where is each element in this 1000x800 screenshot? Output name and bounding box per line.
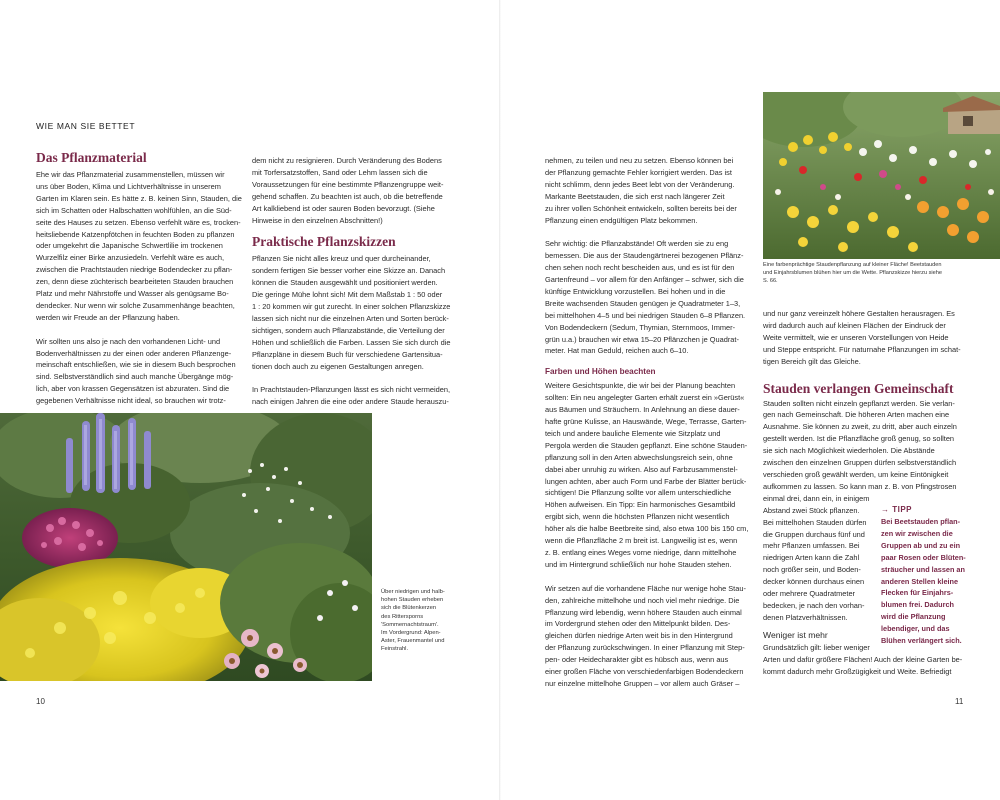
text-line: zwischen den einzelnen Gruppen dürfen selbstverständlich [763, 458, 957, 468]
text-line: Pflanzen Sie nicht alles kreuz und quer durcheinander, [252, 254, 431, 264]
text-line: Arten und dafür größere Flächen! Auch der kleine Garten be- [763, 654, 963, 664]
text-line: Ehe wir das Pflanzmaterial zusammenstellen, müssen wir [36, 170, 225, 179]
text-line: seite des Hauses zu setzen. Ebenso verfehlt wäre es, trocken- [36, 217, 241, 227]
text-line: teich und andere bauliche Elemente wie Sitzplatz und [545, 428, 721, 438]
text-line: meinschaft entschließen, wie sie in diesem Buch besprochen [36, 360, 236, 370]
garden-photo-right [763, 92, 1000, 259]
text-line: Pflanzpläne in diesem Buch für verschiedene Gartensitua- [252, 349, 443, 359]
caption-line: des Rittersporns [381, 613, 424, 620]
text-line: nehmen, zu teilen und neu zu setzen. Ebenso können bei [545, 156, 734, 165]
caption-right-photo [763, 262, 1000, 285]
text-line: aus Bäumen und Sträuchern. In Anlehnung an diese dauer- [545, 405, 740, 415]
text-line: lungen achten, aber auch Form und Farbe der Blätter berück- [545, 476, 747, 486]
text-line: decker können durchaus einen [763, 577, 865, 587]
text-line: zu ihrer vollen Schönheit entwickeln, sollten bereits bei der [545, 203, 737, 213]
text-line: den, zahlreiche mittelhohe und noch viel mehr niedrige. Die [545, 595, 740, 605]
text-line: dabei aber unruhig zu wirken. Also auf Farbzusammenstel- [545, 464, 738, 474]
caption-line: Aster, Frauenmantel und [381, 638, 445, 645]
heading-pflanzmaterial: Das Pflanzmaterial [36, 150, 147, 165]
text-line: Sehr wichtig: die Pflanzabstände! Oft werden sie zu eng [545, 239, 729, 249]
text-line: lebendiger, und das [881, 624, 950, 634]
text-line: grün u.a.) brauchen wir etwa 15–20 Pflänzchen je Quadrat- [545, 334, 739, 344]
text-line: Gartenfreund – vor allem für den Anfänger – schwer, sich die [545, 275, 744, 285]
text-line: wird dadurch auch auf kleinen Flächen der Eindruck der [763, 320, 946, 330]
caption-line: Feinstrahl. [381, 646, 409, 653]
text-line: sichtigen! Die Pflanzung sollte vor allem unterschiedliche [545, 488, 732, 498]
text-line: Voraussetzungen für eine bestimmte Pflanzengruppe weit- [252, 179, 444, 189]
col3-paragraph-1 [545, 155, 755, 226]
column-2 [252, 155, 472, 408]
text-line: mehr Pflanzen umfassen. Bei [763, 541, 860, 551]
caption-line: Eine farbenprächtige Staudenpflanzung auf kleiner Fläche! Beetstauden [763, 262, 942, 268]
text-line: künftige Entwicklung vorzustellen. Bei hohen und in die [545, 286, 726, 296]
text-line: Bodenverhältnissen zu der einen oder anderen Pflanzenge- [36, 348, 232, 358]
text-line: Bei Beetstauden pflan- [881, 517, 961, 526]
text-line: wird die Pflanzung [881, 612, 946, 622]
tip-text [881, 516, 993, 647]
text-line: zen, denn diese züchterisch bearbeiteten Stauden brauchen [36, 277, 234, 287]
text-line: höher als die halbe Beetbreite sind, also etwa 100 bis 150 cm, [545, 524, 749, 534]
text-line: Von Bodendeckern (Sedum, Thymian, Sternmoos, Immer- [545, 322, 736, 332]
text-line: sichtigen, sondern auch Pflanzabstände, die Verteilung der [252, 325, 445, 335]
subheading-weniger-ist-mehr: Weniger ist mehr [763, 629, 828, 640]
text-line: Breite wachsenden Stauden genügen je Quadratmeter 1–3, [545, 298, 741, 308]
text-line: Flecken für Einjahrs- [881, 588, 954, 598]
text-line: ergibt sich, wenn die höchsten Pflanzen nicht wesentlich [545, 512, 730, 522]
text-line: Pflanzung einen endgültigen Platz bekommen. [545, 215, 698, 225]
running-header: WIE MAN SIE BETTET [36, 121, 136, 131]
col3-paragraph-2 [545, 238, 755, 357]
text-line: Markante Beetstauden, die sich erst nach längerer Zeit [545, 191, 725, 201]
text-line: Pflanzung wird lebendig, wenn höhere Stauden auch einmal [545, 607, 742, 617]
text-line: gestellt werden. Ist die Pflanzfläche groß genug, so sollten [763, 434, 955, 444]
text-line: Gruppen ab und zu ein [881, 540, 961, 550]
text-line: oder umgekehrt die Japanische Schwertlilie im trockenen [36, 241, 223, 251]
text-line: Höhen und schließlich die Farben. Lassen Sie sich durch die [252, 337, 451, 347]
text-line: Wir sollten uns also je nach den vorhandenen Licht- und [36, 336, 221, 346]
col2-paragraph-2 [252, 253, 472, 372]
text-line: dendecker. Nur wenn wir solche Zusammenhänge beachten, [36, 300, 235, 310]
text-line: hafte grüne Kulisse, an Hauswände, Wege, Terrasse, Garten- [545, 417, 747, 427]
col4-paragraph-1 [763, 308, 995, 368]
heading-pflanzskizzen: Praktische Pflanzskizzen [252, 234, 396, 250]
text-line: dem nicht zu resignieren. Durch Veränderung des Bodens [252, 156, 442, 165]
col4-paragraph-2 [763, 398, 995, 505]
tip-label: → TIPP [881, 505, 913, 514]
caption-line: S. 66. [763, 277, 778, 284]
text-line: Hinweise in den einzelnen Abschnitten!) [252, 215, 383, 225]
text-line: oder mehrere Quadratmeter [763, 589, 856, 599]
text-line: werden wir Freude an der Pflanzung haben. [36, 312, 180, 322]
text-line: bei mittelhohen 4–5 und bei niedrigen Stauden 6–8 Pflanzen. [545, 310, 746, 320]
text-line: der Pflanzung gemachte Fehler korrigiert werden. Das ist [545, 167, 732, 177]
text-line: Platz und mehr Nährstoffe und Wasser als genügsame Bo- [36, 289, 229, 299]
text-line: blumen frei. Dadurch [881, 600, 954, 610]
photo-rittersporn-bed [0, 413, 372, 681]
text-line: der Pflanzung zurückschwingen. In einer Pflanzung mit Step- [545, 643, 745, 653]
col4-paragraph-3 [763, 642, 995, 678]
caption-line: sich die Blütenkerzen [381, 605, 437, 612]
caption-line: hohen Stauden erheben [381, 597, 444, 604]
text-line: nicht schlimm, denn jedes Beet lebt von der Veränderung. [545, 179, 735, 189]
text-line: Wir setzen auf die vorhandene Fläche nur wenige hohe Stau- [545, 583, 746, 593]
garden-photo-left [0, 413, 372, 681]
text-line: Stauden sollten nicht einzeln gepflanzt werden. Sie verlan- [763, 398, 955, 408]
text-line: zwischen die Prachtstauden niedrige Bodendecker zu pflan- [36, 265, 233, 275]
caption-line: Über niedrigen und halb- [381, 589, 445, 595]
text-line: nach einigen Jahren die eine oder andere Staude herauszu- [252, 397, 449, 407]
text-line: gegebenen Verhältnisse nicht ideal, so brauchen wir trotz- [36, 396, 226, 406]
text-line: pflanzung soll in den Arten abwechslungsreich sein, ohne [545, 452, 733, 462]
col3-paragraph-3 [545, 380, 755, 571]
text-line: uns über Boden, Klima und Lichtverhältnisse in unserem [36, 181, 221, 191]
caption-line: Im Vordergrund: Alpen- [381, 630, 441, 637]
text-line: wenn die Pflanzfläche 2 m breit ist. Langweilig ist es, wenn [545, 536, 738, 546]
text-line: Weite vermittelt, wie er unseren Vorstellungen von Heide [763, 332, 949, 342]
text-line: und im Hintergrund schließlich nur hohe Stauden stehen. [545, 559, 732, 569]
text-line: einer großen Fläche von verschiedenfarbigen Bodendeckern [545, 667, 744, 677]
text-line: bedecken, je nach den vorhan- [763, 600, 865, 610]
text-line: gen nach Gemeinschaft. Die höheren Arten machen eine [763, 410, 950, 420]
text-line: niedrigen Arten kann die Zahl [763, 553, 860, 563]
text-line: Pergola werden die Stauden gepflanzt. Eine schöne Stauden- [545, 440, 748, 450]
text-line: gehend schaffen. Zu beachten ist auch, ob die betreffende [252, 191, 443, 201]
text-line: Weitere Gesichtspunkte, die wir bei der Planung beachten [545, 381, 736, 391]
text-line: Ausnahme. Sie können zu zweit, zu dritt, aber auch einzeln [763, 422, 957, 432]
caption-line: und Einjahrsblumen blühen hier um die Wette. Pflanzskizze hierzu siehe [763, 269, 942, 276]
text-line: Höhen aufweisen. Ein Tipp: Ein harmonisches Gesamtbild [545, 500, 736, 510]
col1-paragraph-1 [36, 169, 248, 324]
text-line: bemessen. Die aus der Staudengärtnerei bezogenen Pflänz- [545, 251, 744, 261]
caption-line: 'Sommernachtstraum'. [381, 621, 439, 628]
text-line: pen- oder Heidecharakter gibt es hübsch aus, wenn aus [545, 655, 729, 665]
text-line: Blühen verlängert sich. [881, 636, 962, 646]
text-line: In Prachtstauden-Pflanzungen lässt es sich nicht vermeiden, [252, 385, 451, 395]
text-line: und Steppe entspricht. Für naturnahe Pflanzungen im schat- [763, 344, 961, 354]
text-line: einmal drei, dann ein, in einigem [763, 493, 870, 503]
text-line: denen Platzverhältnissen. [763, 612, 848, 622]
text-line: verschieden groß gewählt werden, um keine Eintönigkeit [763, 469, 949, 479]
text-line: noch größer sein, und Boden- [763, 565, 861, 575]
text-line: mit Torfersatzstoffen, Sand oder Lehm lassen sich die [252, 167, 428, 177]
text-line: sollten: Ein neu angelegter Garten erhält zuerst ein »Gerüst« [545, 393, 745, 403]
column-3 [545, 155, 755, 690]
text-line: im Vordergrund stehen oder den Mittelpunkt bilden. Des- [545, 619, 731, 629]
text-line: Wurzelfilz einer Birke anzusiedeln. Verfehlt wäre es auch, [36, 253, 225, 263]
text-line: Bei mittelhohen Stauden dürfen [763, 517, 867, 527]
text-line: Abstand zwei Stück pflanzen. [763, 505, 860, 515]
photo-colorful-bed [763, 92, 1000, 259]
text-line: tionen doch auch zu eigenen Gestaltungen anregen. [252, 361, 424, 371]
text-line: paar Rosen oder Blüten- [881, 552, 966, 562]
col4-narrow-paragraph [763, 505, 875, 624]
text-line: kommt dadurch mehr Großzügigkeit und Weite. Befriedigt [763, 666, 952, 676]
text-line: sind. Selbstverständlich sind auch manche Übergänge mög- [36, 372, 234, 382]
text-line: sondern fertigen Sie besser vorher eine Skizze an. Danach [252, 266, 446, 276]
text-line: anderen Stellen kleine [881, 576, 959, 586]
page-number-right: 11 [955, 697, 964, 706]
text-line: z. B. entlang eines Weges vorne niedrige, dann mittelhohe [545, 547, 737, 557]
col3-paragraph-4 [545, 583, 755, 690]
text-line: und nur ganz vereinzelt höhere Gestalten herausragen. Es [763, 309, 955, 318]
book-gutter [499, 0, 501, 800]
text-line: aufkommen zu lassen. So kann man z. B. von Pfingstrosen [763, 481, 957, 491]
tip-box [881, 505, 993, 647]
text-line: meter. Hat man Geduld, reichen auch 6–10. [545, 346, 689, 356]
text-line: heitsliebende Katzenpfötchen in feuchten Boden zu pflanzen [36, 229, 235, 239]
text-line: die Gruppen durchaus fünf und [763, 529, 865, 539]
text-line: gleichen dürfen niedrige Arten weit bis in den Hintergrund [545, 631, 733, 641]
caption-left-photo [381, 588, 461, 654]
text-line: nur einzelne mittelhohe Gruppen – vor allem auch Gräser – [545, 678, 740, 688]
text-line: können die Stauden ausgewählt und positioniert werden. [252, 278, 438, 288]
text-line: Grundsätzlich gilt: lieber weniger [763, 642, 870, 652]
text-line: zen wir zwischen die [881, 528, 953, 538]
text-line: tigen Bereich gilt das Gleiche. [763, 356, 861, 366]
text-line: sie sich nach Möglichkeit wiederholen. Die Abstände [763, 446, 935, 456]
text-line: Art kalkliebend ist oder sauren Boden bevorzugt. (Siehe [252, 203, 435, 213]
column-1 [36, 150, 248, 407]
subheading-farben-hoehen: Farben und Höhen beachten [545, 367, 656, 377]
text-line: chen sehen noch recht bescheiden aus, und es ist für den [545, 263, 735, 273]
text-line: lich, aber von krassen Gegensätzen ist abzuraten. Sind die [36, 384, 230, 394]
text-line: sträucher und lassen an [881, 564, 965, 574]
page-number-left: 10 [36, 697, 45, 706]
text-line: Die geringe Mühe lohnt sich! Mit dem Maßstab 1 : 50 oder [252, 290, 443, 300]
heading-gemeinschaft: Stauden verlangen Gemeinschaft [763, 380, 954, 396]
col1-paragraph-2 [36, 336, 248, 407]
text-line: lassen sich nicht nur die einzelnen Arten und Sorten berück- [252, 313, 449, 323]
text-line: Garten im Klaren sein. Es hätte z. B. keinen Sinn, Stauden, die [36, 193, 242, 203]
col2-paragraph-1 [252, 155, 472, 226]
text-line: 1 : 20 kommen wir gut zurecht. In einer solchen Pflanzskizze [252, 302, 451, 312]
text-line: sich im Schatten oder Halbschatten wohlfühlen, an die Süd- [36, 205, 232, 215]
col2-paragraph-3 [252, 384, 472, 408]
